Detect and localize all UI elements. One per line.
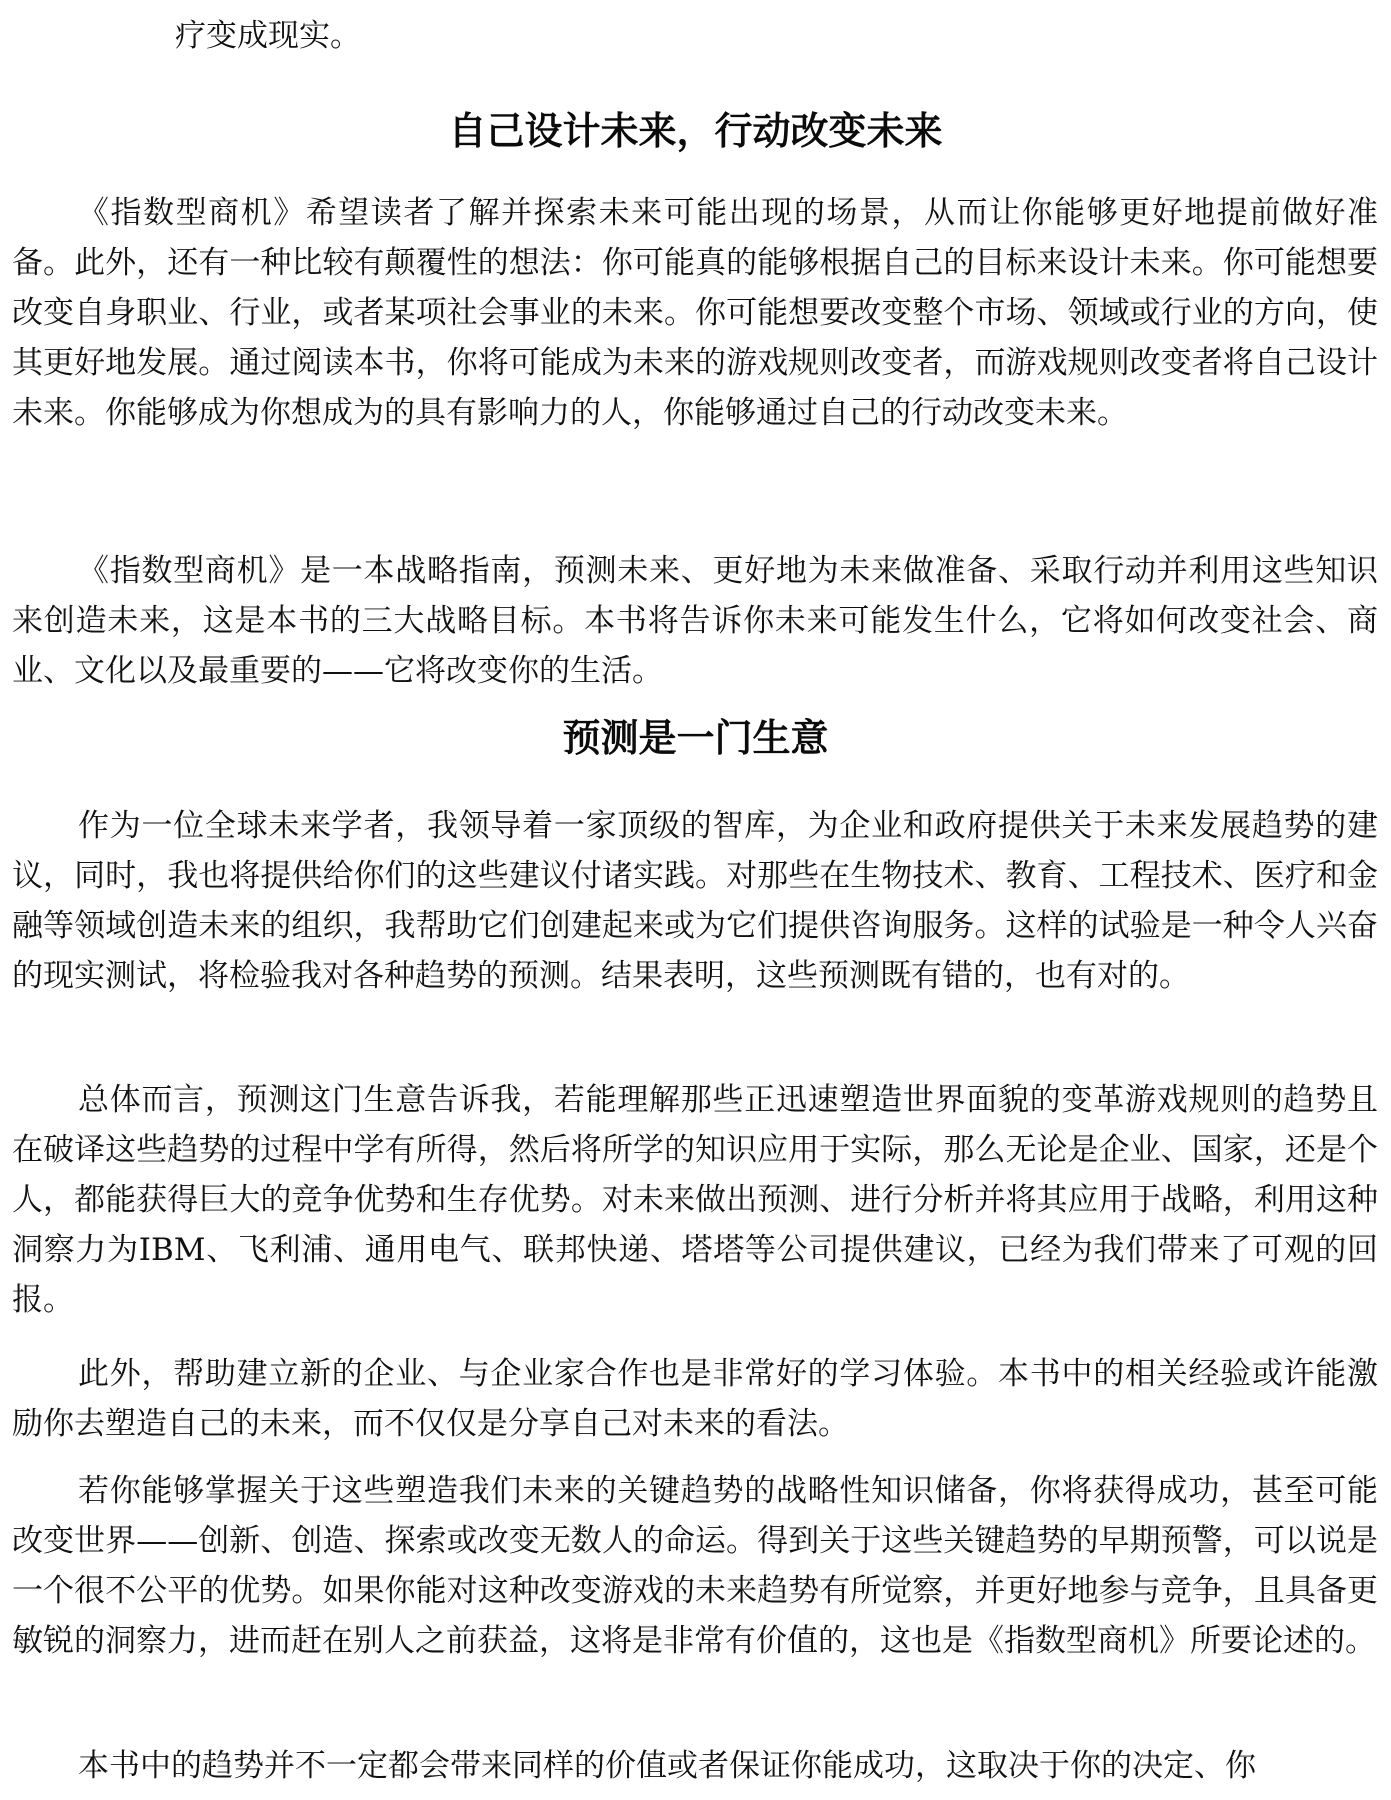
body-paragraph: 若你能够掌握关于这些塑造我们未来的关键趋势的战略性知识储备，你将获得成功，甚至可能改变世界——创新、创造、探索或改变无数人的命运。得到关于这些关键趋势的早期预警，可以说是一个很不公平的优势。如果你能对这种改变游戏的未来趋势有所觉察，并更好地参与竞争，且具备更敏锐的洞察力，进而赶在别人之前获益，这将是非常有价值的，这也是《指数型商机》所要论述的。	[12, 1473, 1378, 1659]
body-paragraph: 此外，帮助建立新的企业、与企业家合作也是非常好的学习体验。本书中的相关经验或许能激励你去塑造自己的未来，而不仅仅是分享自己对未来的看法。	[12, 1356, 1378, 1442]
continued-text-line: 疗变成现实。	[175, 18, 361, 54]
body-paragraph: 《指数型商机》是一本战略指南，预测未来、更好地为未来做准备、采取行动并利用这些知识来创造未来，这是本书的三大战略目标。本书将告诉你未来可能发生什么，它将如何改变社会、商业、文化以及最重要的——它将改变你的生活。	[12, 553, 1378, 689]
body-paragraph: 作为一位全球未来学者，我领导着一家顶级的智库，为企业和政府提供关于未来发展趋势的建议，同时，我也将提供给你们的这些建议付诸实践。对那些在生物技术、教育、工程技术、医疗和金融等领域创造未来的组织，我帮助它们创建起来或为它们提供咨询服务。这样的试验是一种令人兴奋的现实测试，将检验我对各种趋势的预测。结果表明，这些预测既有错的，也有对的。	[12, 808, 1378, 994]
body-paragraph: 本书中的趋势并不一定都会带来同样的价值或者保证你能成功，这取决于你的决定、你	[78, 1748, 1256, 1784]
section-heading: 预测是一门生意	[562, 716, 829, 760]
body-paragraph: 总体而言，预测这门生意告诉我，若能理解那些正迅速塑造世界面貌的变革游戏规则的趋势且在破译这些趋势的过程中学有所得，然后将所学的知识应用于实际，那么无论是企业、国家，还是个人，都能获得巨大的竞争优势和生存优势。对未来做出预测、进行分析并将其应用于战略，利用这种洞察力为IBM、飞利浦、通用电气、联邦快递、塔塔等公司提供建议，已经为我们带来了可观的回报。	[12, 1082, 1378, 1318]
body-paragraph: 《指数型商机》希望读者了解并探索未来可能出现的场景，从而让你能够更好地提前做好准备。此外，还有一种比较有颠覆性的想法：你可能真的能够根据自己的目标来设计未来。你可能想要改变自身职业、行业，或者某项社会事业的未来。你可能想要改变整个市场、领域或行业的方向，使其更好地发展。通过阅读本书，你将可能成为未来的游戏规则改变者，而游戏规则改变者将自己设计未来。你能够成为你想成为的具有影响力的人，你能够通过自己的行动改变未来。	[12, 195, 1378, 431]
section-heading: 自己设计未来，行动改变未来	[448, 109, 943, 153]
